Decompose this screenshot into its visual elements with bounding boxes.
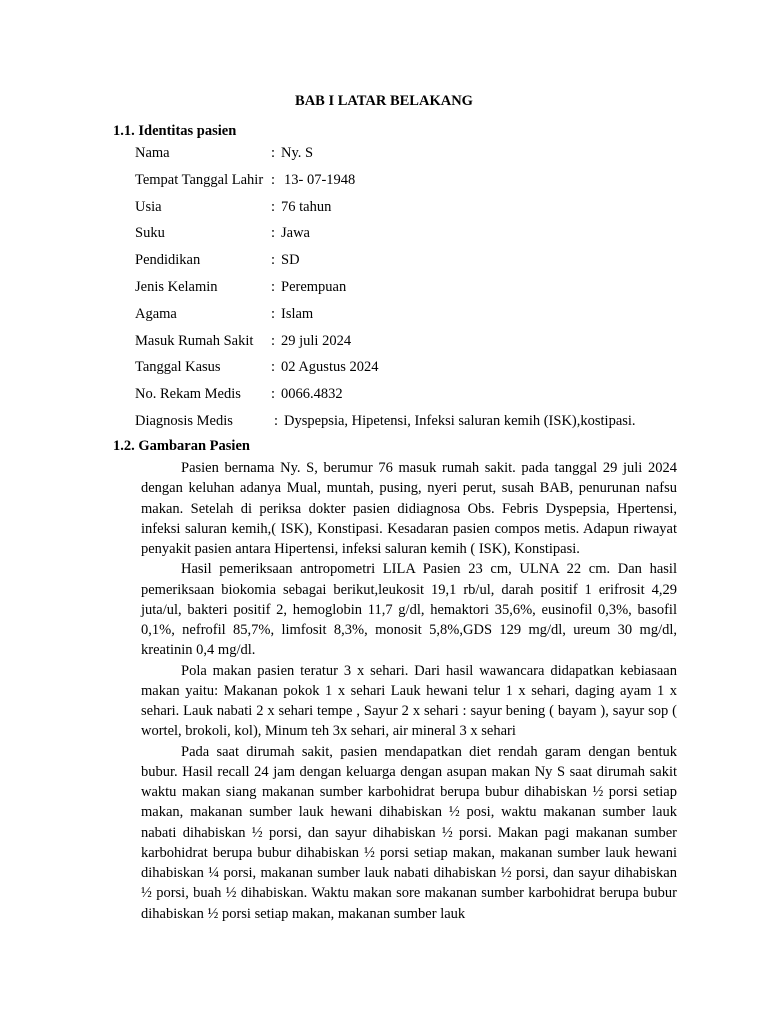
identity-separator: : (271, 278, 276, 295)
identity-value: SD (281, 252, 300, 269)
identity-row-nama (135, 142, 695, 169)
identity-label: No. Rekam Medis (135, 386, 241, 403)
identity-separator: : (271, 386, 276, 403)
identity-value: Jawa (281, 225, 310, 242)
identity-label: Jenis Kelamin (135, 278, 218, 295)
identity-value: 02 Agustus 2024 (281, 359, 379, 376)
identity-label: Usia (135, 198, 162, 215)
identity-label: Tanggal Kasus (135, 359, 221, 376)
identity-label: Tempat Tanggal Lahir (135, 171, 264, 188)
identity-label: Diagnosis Medis (135, 412, 233, 429)
chapter-title: BAB I LATAR BELAKANG (295, 93, 473, 109)
identity-separator: : (271, 145, 276, 161)
paragraph: Hasil pemeriksaan antropometri LILA Pasien 23 cm, ULNA 22 cm. Dan hasil pemeriksaan biokomia sebagai berikut,leukosit 19,1 rb/ul, darah positif 1 erifrosit 4,29 juta/ul, bakteri positif 2, hemoglobin 11,7 g/dl, hemaktori 35,6%, eusinofil 0,3%, basofil 0,1%, nefrofil 85,7%, limfosit 8,3%, monosit 5,8%,GDS 129 mg/dl, ureum 30 mg/dl, kreatinin 0,4 mg/dl. (141, 561, 677, 659)
identity-label: Agama (135, 305, 177, 322)
identity-value: 29 juli 2024 (281, 332, 352, 349)
identity-row-tempat-tanggal-lahir (135, 169, 695, 196)
identity-value: Islam (281, 305, 314, 322)
section-heading-gambaran-pasien: 1.2. Gambaran Pasien (113, 438, 250, 454)
identity-separator: : (271, 198, 276, 215)
identity-separator: : (271, 225, 276, 242)
identity-separator: : (271, 332, 276, 349)
identity-label: Pendidikan (135, 252, 201, 269)
identity-row-diagnosis-medis (135, 410, 695, 437)
identity-row-usia (135, 196, 695, 223)
identity-value: 76 tahun (281, 198, 332, 215)
identity-separator: : (271, 359, 276, 376)
identity-row-pendidikan (135, 249, 695, 276)
section-heading-identitas: 1.1. Identitas pasien (113, 123, 237, 139)
gambaran-pasien-body (141, 458, 677, 924)
paragraph: Pola makan pasien teratur 3 x sehari. Dari hasil wawancara didapatkan kebiasaan makan yaitu: Makanan pokok 1 x sehari Lauk hewani telur 1 x sehari, daging ayam 1 x sehari. Lauk nabati 2 x sehari tempe , Sayur 2 x sehari : sayur bening ( bayam ), sayur sop ( wortel, brokoli, kol), Minum teh 3x sehari, air mineral 3 x sehari (141, 662, 677, 740)
paragraph: Pasien bernama Ny. S, berumur 76 masuk rumah sakit. pada tanggal 29 juli 2024 dengan keluhan adanya Mual, muntah, pusing, nyeri perut, susah BAB, penurunan nafsu makan. Setelah di periksa dokter pasien didiagnosa Obs. Febris Dyspepsia, Hpertensi, infeksi saluran kemih,( ISK), Konstipasi. Kesadaran pasien compos metis. Adapun riwayat penyakit pasien antara Hipertensi, infeksi saluran kemih ( ISK), Konstipasi. (141, 460, 677, 557)
paragraph: Pada saat dirumah sakit, pasien mendapatkan diet rendah garam dengan bentuk bubur. Hasil recall 24 jam dengan keluarga dengan asupan makan Ny S saat dirumah sakit waktu makan siang makanan sumber karbohidrat berupa bubur dihabiskan ½ porsi setiap makan, makanan sumber lauk hewani dihabiskan ½ posi, waktu makanan sumber lauk nabati dihabiskan ½ porsi, dan sayur dihabiskan ½ porsi. Makan pagi makanan sumber karbohidrat berupa bubur dihabiskan ½ porsi setiap makan, makanan sumber lauk hewani dihabiskan ¼ porsi, makanan sumber lauk nabati dihabiskan ½ porsi, dan sayur dihabiskan ½ porsi, buah ½ dihabiskan. Waktu makan sore makanan sumber karbohidrat berupa bubur dihabiskan ½ porsi setiap makan, makanan sumber lauk (141, 743, 677, 922)
identity-label: Nama (135, 145, 170, 161)
identity-separator: : (274, 412, 279, 429)
identity-label: Masuk Rumah Sakit (135, 332, 254, 349)
identity-value: Dyspepsia, Hipetensi, Infeksi saluran kemih (ISK),kostipasi. (284, 412, 636, 429)
identity-separator: : (271, 171, 276, 188)
identity-row-tanggal-kasus (135, 356, 695, 383)
identity-row-suku (135, 222, 695, 249)
identity-separator: : (271, 305, 276, 322)
identity-row-no-rekam-medis (135, 383, 695, 410)
identity-value: Ny. S (281, 145, 314, 161)
identity-label: Suku (135, 225, 165, 242)
identity-list (135, 142, 695, 437)
identity-row-masuk-rumah-sakit (135, 330, 695, 357)
identity-separator: : (271, 252, 276, 269)
identity-row-jenis-kelamin (135, 276, 695, 303)
identity-value: 13- 07-1948 (284, 171, 356, 188)
identity-value: 0066.4832 (281, 386, 343, 403)
identity-row-agama (135, 303, 695, 330)
identity-value: Perempuan (281, 278, 347, 295)
